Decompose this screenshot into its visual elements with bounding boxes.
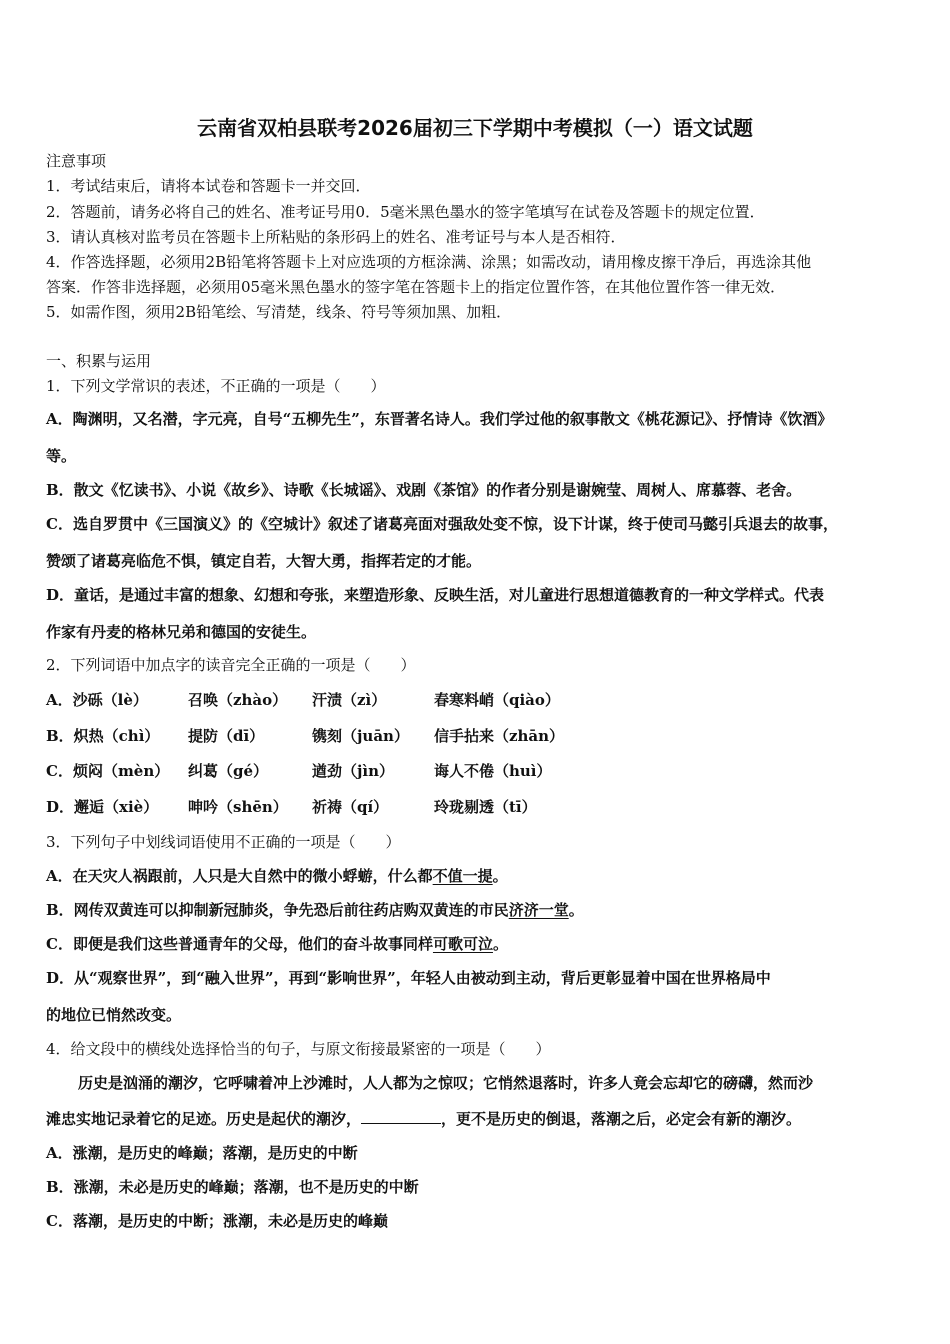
question-4-stem: 4．给文段中的横线处选择恰当的句子，与原文衔接最紧密的一项是（ ）	[46, 1040, 551, 1058]
q3-option-d-cont: 的地位已悄然改变。	[46, 1006, 182, 1024]
q2-option-c-word-2: 纠葛（gé）	[188, 762, 269, 780]
q2-option-d-word-3: 祈祷（qí）	[312, 798, 389, 816]
q3-option-b-end: 。	[568, 901, 584, 919]
q2-option-a-word-1: A．沙砾（lè）	[46, 691, 148, 709]
q4-passage-text-end: ，更不是历史的倒退，落潮之后，必定会有新的潮汐。	[441, 1110, 802, 1128]
q1-option-d: D．童话，是通过丰富的想象、幻想和夸张，来塑造形象、反映生活，对儿童进行思想道德教育的一种文学样式。代表	[46, 586, 825, 604]
q3-option-a-end: 。	[492, 867, 508, 885]
q4-option-c: C．落潮，是历史的中断；涨潮，未必是历史的峰巅	[46, 1212, 388, 1230]
q2-option-c-word-1: C．烦闷（mèn）	[46, 762, 170, 780]
q4-passage-line-2	[46, 1109, 801, 1129]
q3-option-b	[46, 900, 584, 920]
q4-passage-line-1: 历史是汹涌的潮汐，它呼啸着冲上沙滩时，人人都为之惊叹；它悄然退落时，许多人竟会忘却它的磅礴，然而沙	[78, 1074, 814, 1092]
q4-option-b: B．涨潮，未必是历史的峰巅；落潮，也不是历史的中断	[46, 1178, 419, 1196]
q2-option-c-word-3: 遒劲（jìn）	[312, 762, 395, 780]
q2-option-a-word-2: 召唤（zhào）	[188, 691, 288, 709]
q1-option-d-cont: 作家有丹麦的格林兄弟和德国的安徒生。	[46, 623, 317, 641]
q4-option-a: A．涨潮，是历史的峰巅；落潮，是历史的中断	[46, 1144, 358, 1162]
q2-option-d-word-1: D．邂逅（xiè）	[46, 798, 159, 816]
notice-item: 1．考试结束后，请将本试卷和答题卡一并交回．	[46, 177, 371, 195]
q3-option-a	[46, 866, 508, 886]
q2-option-a-word-3: 汗渍（zì）	[312, 691, 387, 709]
notice-item: 2．答题前，请务必将自己的姓名、准考证号用0．5毫米黑色墨水的签字笔填写在试卷及答题卡的规定位置．	[46, 203, 765, 221]
q3-option-c-underlined: 可歌可泣	[432, 935, 493, 953]
section-heading: 一、积累与运用	[46, 352, 152, 370]
q1-option-a-cont: 等。	[46, 447, 77, 465]
notice-heading: 注意事项	[46, 152, 107, 170]
question-3-stem: 3．下列句子中划线词语使用不正确的一项是（ ）	[46, 833, 401, 851]
q3-option-d: D．从“观察世界”，到“融入世界”，再到“影响世界”，年轻人由被动到主动，背后更彰显着中国在世界格局中	[46, 969, 771, 987]
notice-item: 答案．作答非选择题，必须用05毫米黑色墨水的签字笔在答题卡上的指定位置作答，在其他位置作答一律无效．	[46, 278, 786, 296]
notice-item: 5．如需作图，须用2B铅笔绘、写清楚，线条、符号等须加黑、加粗．	[46, 303, 512, 321]
q2-option-c-word-4: 诲人不倦（huì）	[434, 762, 552, 780]
q1-option-c: C．选自罗贯中《三国演义》的《空城计》叙述了诸葛亮面对强敌处变不惊，设下计谋，终于使司马懿引兵退去的故事，	[46, 515, 838, 533]
q2-option-a-word-4: 春寒料峭（qiào）	[434, 691, 560, 709]
question-2-stem: 2．下列词语中加点字的读音完全正确的一项是（ ）	[46, 656, 416, 674]
q3-option-c-text: C．即便是我们这些普通青年的父母，他们的奋斗故事同样	[46, 935, 433, 953]
question-1-stem: 1．下列文学常识的表述，不正确的一项是（ ）	[46, 377, 386, 395]
notice-item: 3．请认真核对监考员在答题卡上所粘贴的条形码上的姓名、准考证号与本人是否相符．	[46, 228, 626, 246]
q3-option-b-text: B．网传双黄连可以抑制新冠肺炎，争先恐后前往药店购双黄连的市民	[46, 901, 509, 919]
q1-option-b: B．散文《忆读书》、小说《故乡》、诗歌《长城谣》、戏剧《茶馆》的作者分别是谢婉莹、周树人、席慕蓉、老舍。	[46, 481, 802, 499]
page-title: 云南省双柏县联考2026届初三下学期中考模拟（一）语文试题	[197, 116, 753, 140]
q1-option-c-cont: 赞颂了诸葛亮临危不惧，镇定自若，大智大勇，指挥若定的才能。	[46, 552, 482, 570]
q2-option-b-word-2: 提防（dī）	[188, 727, 265, 745]
notice-item: 4．作答选择题，必须用2B铅笔将答题卡上对应选项的方框涂满、涂黑；如需改动，请用橡皮擦干净后，再选涂其他	[46, 253, 812, 271]
q2-option-d-word-4: 玲珑剔透（tī）	[434, 798, 537, 816]
q1-option-a: A．陶渊明，又名潜，字元亮，自号“五柳先生”，东晋著名诗人。我们学过他的叙事散文《桃花源记》、抒情诗《饮酒》	[46, 410, 833, 428]
q3-option-c-end: 。	[492, 935, 508, 953]
q2-option-b-word-3: 镌刻（juān）	[312, 727, 409, 745]
fill-blank-line	[361, 1109, 441, 1124]
q3-option-a-underlined: 不值一提	[432, 867, 493, 885]
q2-option-d-word-2: 呻吟（shēn）	[188, 798, 288, 816]
q4-passage-text: 滩忠实地记录着它的足迹。历史是起伏的潮汐，	[46, 1110, 362, 1128]
q3-option-b-underlined: 济济一堂	[508, 901, 569, 919]
q2-option-b-word-4: 信手拈来（zhān）	[434, 727, 565, 745]
q2-option-b-word-1: B．炽热（chì）	[46, 727, 160, 745]
q3-option-a-text: A．在天灾人祸跟前，人只是大自然中的微小蜉蝣，什么都	[46, 867, 433, 885]
q3-option-c	[46, 934, 508, 954]
